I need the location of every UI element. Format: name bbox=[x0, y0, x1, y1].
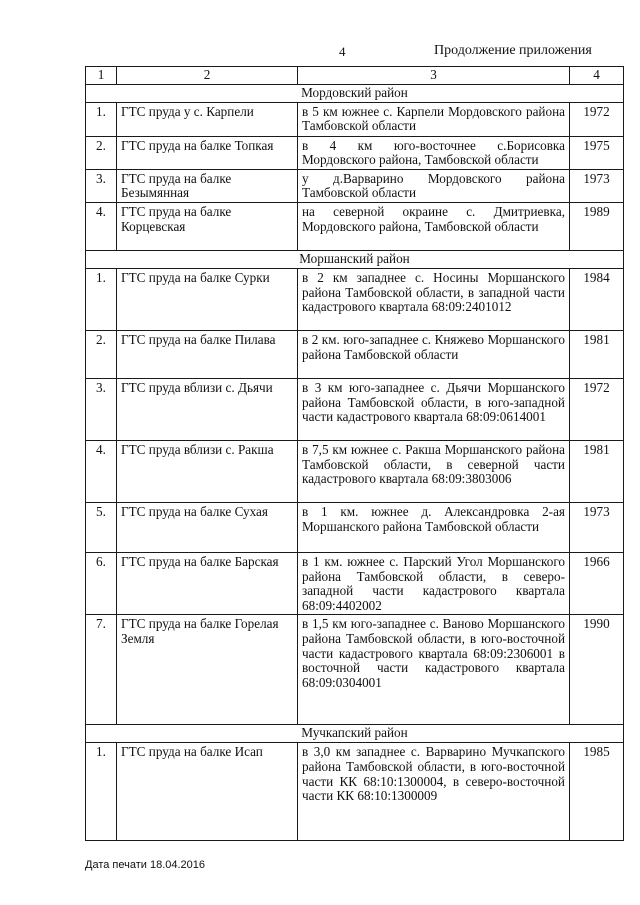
object-name: ГТС пруда на балке Исап bbox=[117, 743, 298, 841]
object-location: в 7,5 км южнее с. Ракша Моршанского района Тамбовской области, в северной части кадастрового квартала 68:09:3803006 bbox=[298, 440, 570, 502]
object-year: 1984 bbox=[570, 268, 624, 330]
object-location: в 3,0 км западнее с. Варварино Мучкапского района Тамбовской области, в юго-восточной части КК 68:10:1300004, в северо-восточной части КК 68:10:1300009 bbox=[298, 743, 570, 841]
object-year: 1973 bbox=[570, 502, 624, 552]
column-header: 4 bbox=[570, 67, 624, 85]
column-header: 3 bbox=[298, 67, 570, 85]
object-year: 1981 bbox=[570, 330, 624, 378]
row-number: 1. bbox=[86, 743, 117, 841]
page-number: 4 bbox=[339, 44, 346, 59]
object-location: на северной окраине с. Дмитриевка, Мордовского района, Тамбовской области bbox=[298, 202, 570, 250]
object-name: ГТС пруда на балке Горелая Земля bbox=[117, 615, 298, 725]
object-year: 1973 bbox=[570, 169, 624, 202]
print-date: Дата печати 18.04.2016 bbox=[85, 859, 206, 871]
district-name: Моршанский район bbox=[86, 250, 624, 268]
object-year: 1972 bbox=[570, 378, 624, 440]
row-number: 2. bbox=[86, 136, 117, 169]
table-row bbox=[86, 615, 624, 725]
row-number: 3. bbox=[86, 169, 117, 202]
row-number: 7. bbox=[86, 615, 117, 725]
column-number-row bbox=[86, 67, 624, 85]
column-header: 2 bbox=[117, 67, 298, 85]
object-name: ГТС пруда вблизи с. Ракша bbox=[117, 440, 298, 502]
table-row bbox=[86, 330, 624, 378]
table-row bbox=[86, 378, 624, 440]
district-row bbox=[86, 84, 624, 102]
object-name: ГТС пруда на балке Сурки bbox=[117, 268, 298, 330]
row-number: 4. bbox=[86, 202, 117, 250]
object-year: 1972 bbox=[570, 102, 624, 136]
object-year: 1966 bbox=[570, 552, 624, 614]
table-row bbox=[86, 102, 624, 136]
object-name: ГТС пруда вблизи с. Дьячи bbox=[117, 378, 298, 440]
table-row bbox=[86, 743, 624, 841]
table-row bbox=[86, 136, 624, 169]
object-location: в 3 км юго-западнее с. Дьячи Моршанского района Тамбовской области, в юго-западной части кадастрового квартала 68:09:0614001 bbox=[298, 378, 570, 440]
object-location: в 5 км южнее с. Карпели Мордовского района Тамбовской области bbox=[298, 102, 570, 136]
object-year: 1990 bbox=[570, 615, 624, 725]
object-year: 1985 bbox=[570, 743, 624, 841]
row-number: 1. bbox=[86, 268, 117, 330]
district-row bbox=[86, 725, 624, 743]
object-location: в 2 км. юго-западнее с. Княжево Моршанского района Тамбовской области bbox=[298, 330, 570, 378]
district-name: Мучкапский район bbox=[86, 725, 624, 743]
object-year: 1989 bbox=[570, 202, 624, 250]
object-location: в 2 км западнее с. Носины Моршанского района Тамбовской области, в западной части кадастрового квартала 68:09:2401012 bbox=[298, 268, 570, 330]
column-header: 1 bbox=[86, 67, 117, 85]
object-name: ГТС пруда на балке Пилава bbox=[117, 330, 298, 378]
object-location: в 1 км. южнее д. Александровка 2-ая Моршанского района Тамбовской области bbox=[298, 502, 570, 552]
table-row bbox=[86, 440, 624, 502]
object-name: ГТС пруда у с. Карпели bbox=[117, 102, 298, 136]
table-row bbox=[86, 169, 624, 202]
table-row bbox=[86, 502, 624, 552]
table-row bbox=[86, 202, 624, 250]
object-location: у д.Варварино Мордовского района Тамбовской области bbox=[298, 169, 570, 202]
object-year: 1975 bbox=[570, 136, 624, 169]
district-row bbox=[86, 250, 624, 268]
row-number: 5. bbox=[86, 502, 117, 552]
page-header: Продолжение приложения bbox=[434, 43, 592, 58]
object-name: ГТС пруда на балке Безымянная bbox=[117, 169, 298, 202]
row-number: 6. bbox=[86, 552, 117, 614]
row-number: 3. bbox=[86, 378, 117, 440]
object-location: в 1 км. южнее с. Парский Угол Моршанского района Тамбовской области, в северо-западной части кадастрового квартала 68:09:4402002 bbox=[298, 552, 570, 614]
object-name: ГТС пруда на балке Сухая bbox=[117, 502, 298, 552]
object-name: ГТС пруда на балке Барская bbox=[117, 552, 298, 614]
row-number: 1. bbox=[86, 102, 117, 136]
table-row bbox=[86, 268, 624, 330]
object-location: в 4 км юго-восточнее с.Борисовка Мордовского района, Тамбовской области bbox=[298, 136, 570, 169]
objects-table bbox=[85, 66, 624, 841]
object-location: в 1,5 км юго-западнее с. Ваново Моршанского района Тамбовской области, в юго-восточной части кадастрового квартала 68:09:2306001 в восточной части кадастрового квартала 68:09:0304001 bbox=[298, 615, 570, 725]
table-row bbox=[86, 552, 624, 614]
object-year: 1981 bbox=[570, 440, 624, 502]
object-name: ГТС пруда на балке Топкая bbox=[117, 136, 298, 169]
row-number: 2. bbox=[86, 330, 117, 378]
object-name: ГТС пруда на балке Корцевская bbox=[117, 202, 298, 250]
district-name: Мордовский район bbox=[86, 84, 624, 102]
row-number: 4. bbox=[86, 440, 117, 502]
